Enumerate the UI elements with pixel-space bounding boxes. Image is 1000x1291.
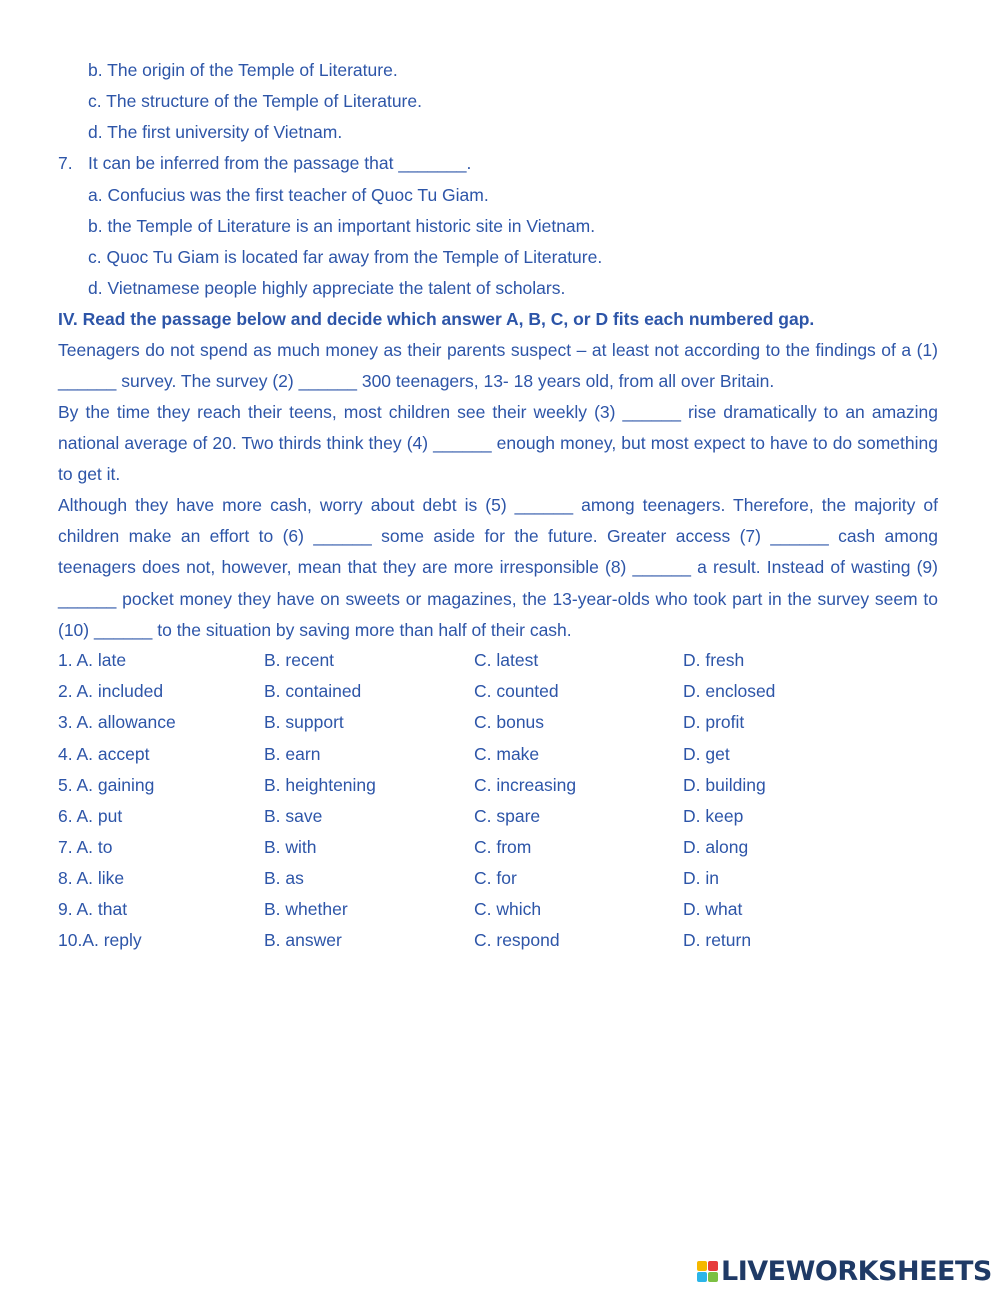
option-3-d: D. profit bbox=[683, 712, 745, 732]
q6-option-d: d. The first university of Vietnam. bbox=[88, 122, 343, 142]
logo-square-2 bbox=[708, 1261, 718, 1271]
option-3-b: B. support bbox=[264, 712, 344, 732]
option-2-c: C. counted bbox=[474, 681, 559, 701]
section-iv-heading: IV. Read the passage below and decide which answer A, B, C, or D fits each numbered gap. bbox=[58, 309, 815, 329]
option-5-c: C. increasing bbox=[474, 775, 577, 795]
option-3-c: C. bonus bbox=[474, 712, 545, 732]
q7-option-d: d. Vietnamese people highly appreciate the talent of scholars. bbox=[88, 278, 566, 298]
option-6-b: B. save bbox=[264, 806, 323, 826]
option-1-c: C. latest bbox=[474, 650, 539, 670]
option-6-c: C. spare bbox=[474, 806, 541, 826]
option-4-d: D. get bbox=[683, 744, 730, 764]
option-9-b: B. whether bbox=[264, 899, 348, 919]
passage-paragraph-1: Teenagers do not spend as much money as their parents suspect – at least not according to the findings of a (1) ______ survey. The survey (2) ______ 300 teenagers, 13- 18 years old, from all over Britain. bbox=[58, 340, 938, 392]
option-8-d: D. in bbox=[683, 868, 719, 888]
option-8-b: B. as bbox=[264, 868, 304, 888]
option-5-b: B. heightening bbox=[264, 775, 376, 795]
passage-paragraph-2: By the time they reach their teens, most children see their weekly (3) ______ rise dramatically to an amazing national average of 20. Two thirds think they (4) ______ enough money, but most expect to have to do something to get it. bbox=[58, 402, 938, 485]
option-7-c: C. from bbox=[474, 837, 532, 857]
options-row-8 bbox=[58, 866, 958, 890]
option-2-b: B. contained bbox=[264, 681, 362, 701]
option-2-a: 2. A. included bbox=[58, 681, 164, 701]
option-8-a: 8. A. like bbox=[58, 868, 125, 888]
logo-square-3 bbox=[697, 1272, 707, 1282]
options-row-5 bbox=[58, 773, 958, 797]
options-row-10 bbox=[58, 928, 958, 952]
option-10-c: C. respond bbox=[474, 930, 560, 950]
option-6-d: D. keep bbox=[683, 806, 744, 826]
q7-option-b: b. the Temple of Literature is an important historic site in Vietnam. bbox=[88, 216, 596, 236]
options-row-6 bbox=[58, 804, 958, 828]
options-row-3 bbox=[58, 710, 958, 734]
option-1-b: B. recent bbox=[264, 650, 335, 670]
option-9-d: D. what bbox=[683, 899, 743, 919]
options-row-4 bbox=[58, 742, 958, 766]
options-row-9 bbox=[58, 897, 958, 921]
brand-name: LIVEWORKSHEETS bbox=[721, 1255, 992, 1287]
options-row-2 bbox=[58, 679, 958, 703]
option-4-b: B. earn bbox=[264, 744, 321, 764]
option-2-d: D. enclosed bbox=[683, 681, 776, 701]
option-7-d: D. along bbox=[683, 837, 749, 857]
q6-option-b: b. The origin of the Temple of Literature. bbox=[88, 60, 398, 80]
options-row-1 bbox=[58, 648, 958, 672]
liveworksheets-logo bbox=[697, 1256, 992, 1286]
option-9-a: 9. A. that bbox=[58, 899, 128, 919]
option-1-d: D. fresh bbox=[683, 650, 745, 670]
option-10-a: 10.A. reply bbox=[58, 930, 142, 950]
option-10-b: B. answer bbox=[264, 930, 342, 950]
option-4-c: C. make bbox=[474, 744, 540, 764]
option-6-a: 6. A. put bbox=[58, 806, 123, 826]
q7-option-a: a. Confucius was the first teacher of Quoc Tu Giam. bbox=[88, 185, 489, 205]
question-7-text: It can be inferred from the passage that _______. bbox=[88, 153, 472, 173]
options-row-7 bbox=[58, 835, 958, 859]
question-7-number: 7. bbox=[58, 153, 73, 173]
q7-option-c: c. Quoc Tu Giam is located far away from the Temple of Literature. bbox=[88, 247, 603, 267]
option-7-a: 7. A. to bbox=[58, 837, 113, 857]
option-5-d: D. building bbox=[683, 775, 766, 795]
option-9-c: C. which bbox=[474, 899, 542, 919]
option-4-a: 4. A. accept bbox=[58, 744, 150, 764]
option-1-a: 1. A. late bbox=[58, 650, 127, 670]
q6-option-c: c. The structure of the Temple of Literature. bbox=[88, 91, 422, 111]
logo-square-1 bbox=[697, 1261, 707, 1271]
option-7-b: B. with bbox=[264, 837, 317, 857]
liveworksheets-logo-icon bbox=[697, 1261, 718, 1282]
option-10-d: D. return bbox=[683, 930, 752, 950]
option-3-a: 3. A. allowance bbox=[58, 712, 176, 732]
logo-square-4 bbox=[708, 1272, 718, 1282]
option-8-c: C. for bbox=[474, 868, 517, 888]
option-5-a: 5. A. gaining bbox=[58, 775, 155, 795]
passage-paragraph-3: Although they have more cash, worry about debt is (5) ______ among teenagers. Therefore, the majority of children make an effort to (6) ______ some aside for the future. Greater access (7) ______ cash among teenagers does not, however, mean that they are more irresponsible (8) ______ a result. Instead of wasting (9) ______ pocket money they have on sweets or magazines, the 13-year-olds who took part in the survey seem to (10) ______ to the situation by saving more than half of their cash. bbox=[58, 495, 938, 640]
